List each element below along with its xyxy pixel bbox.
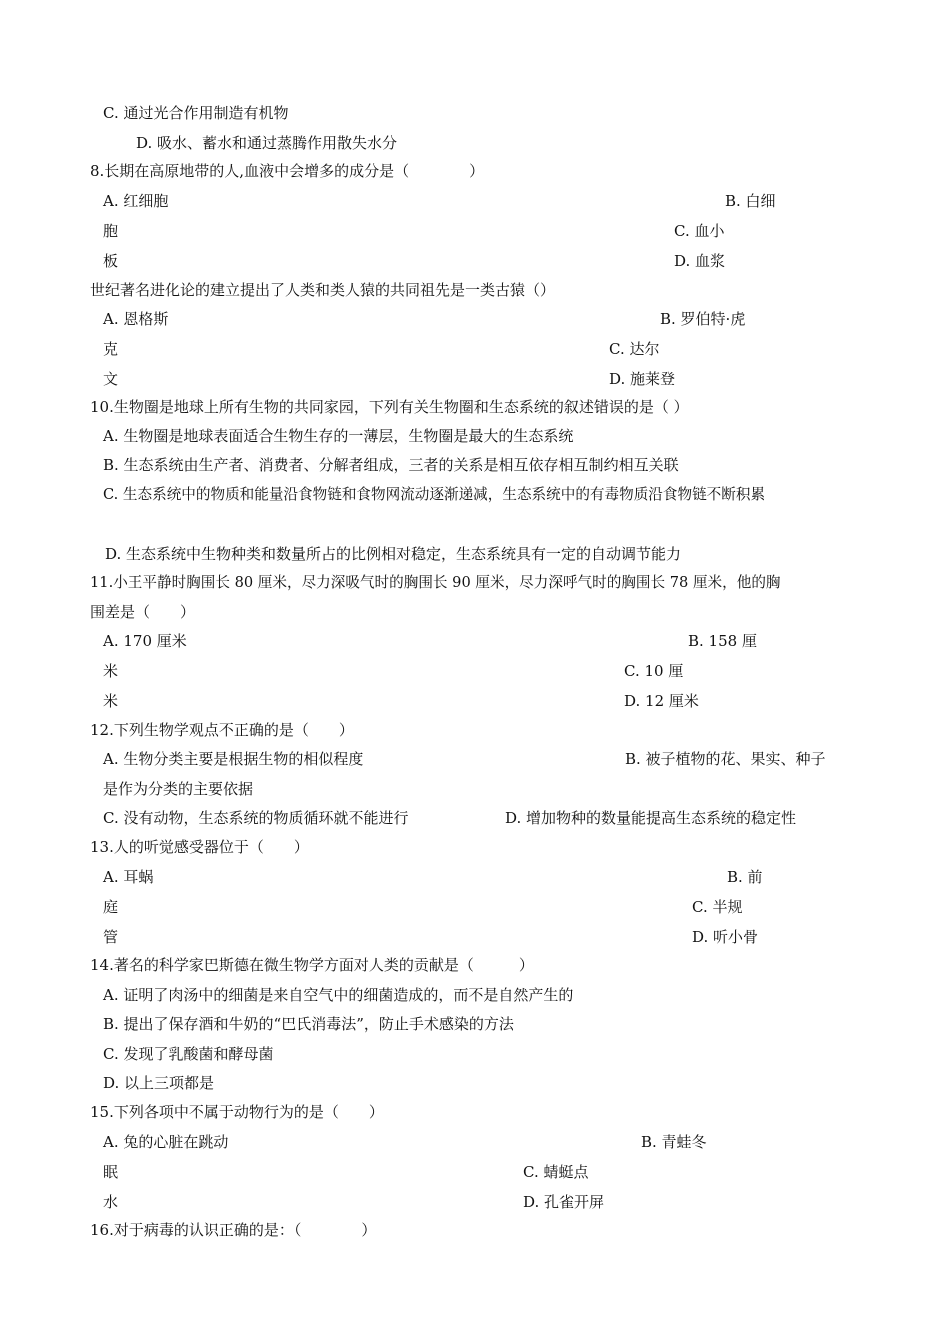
q13-option-b-continued: 庭 <box>103 898 119 916</box>
q12-option-d: D. 增加物种的数量能提高生态系统的稳定性 <box>505 809 797 827</box>
q12-option-c: C. 没有动物，生态系统的物质循环就不能进行 <box>103 809 409 827</box>
q8-option-c: C. 血小 <box>674 222 725 240</box>
q9-option-c-continued: 文 <box>103 370 119 388</box>
q10-option-b: B. 生态系统由生产者、消费者、分解者组成，三者的关系是相互依存相互制约相互关联 <box>103 456 679 474</box>
q11-option-b-continued: 米 <box>103 662 119 680</box>
q11-option-c-continued: 米 <box>103 692 119 710</box>
q10-option-c: C. 生态系统中的物质和能量沿食物链和食物网流动逐渐递减，生态系统中的有毒物质沿食物链不断积累 <box>103 486 766 503</box>
q11-option-a: A. 170 厘米 <box>103 632 187 650</box>
q11-option-c: C. 10 厘 <box>624 662 684 680</box>
q14-option-d: D. 以上三项都是 <box>103 1074 215 1092</box>
q8-option-b: B. 白细 <box>725 192 776 210</box>
q15-option-c-continued: 水 <box>103 1193 119 1211</box>
q7-option-d: D. 吸水、蓄水和通过蒸腾作用散失水分 <box>136 134 398 152</box>
q9-stem: 世纪著名进化论的建立提出了人类和类人猿的共同祖先是一类古猿（） <box>90 281 556 299</box>
q9-option-b-continued: 克 <box>103 340 119 358</box>
q16-stem: 16.对于病毒的认识正确的是：（ ） <box>90 1221 377 1239</box>
q15-option-a: A. 兔的心脏在跳动 <box>103 1133 229 1151</box>
q9-option-a: A. 恩格斯 <box>103 310 169 328</box>
q7-option-c: C. 通过光合作用制造有机物 <box>103 104 289 122</box>
q13-option-b: B. 前 <box>727 868 763 886</box>
q8-option-c-continued: 板 <box>103 252 119 270</box>
q13-option-a: A. 耳蜗 <box>103 868 154 886</box>
q13-option-c: C. 半规 <box>692 898 743 916</box>
q12-option-b: B. 被子植物的花、果实、种子 <box>625 750 826 768</box>
q11-option-b: B. 158 厘 <box>688 632 757 650</box>
q15-option-b-continued: 眠 <box>103 1163 119 1181</box>
q14-stem: 14.著名的科学家巴斯德在微生物学方面对人类的贡献是（ ） <box>90 956 534 974</box>
q9-option-c: C. 达尔 <box>609 340 660 358</box>
q11-option-d: D. 12 厘米 <box>624 692 699 710</box>
q10-option-a: A. 生物圈是地球表面适合生物生存的一薄层，生物圈是最大的生态系统 <box>103 427 574 445</box>
q13-option-d: D. 听小骨 <box>692 928 759 946</box>
q11-stem-continued: 围差是（ ） <box>90 603 196 621</box>
q9-option-b: B. 罗伯特·虎 <box>660 310 746 328</box>
q9-option-d: D. 施莱登 <box>609 370 676 388</box>
q11-stem: 11.小王平静时胸围长 80 厘米，尽力深吸气时的胸围长 90 厘米，尽力深呼气时的胸围长 78 厘米，他的胸 <box>90 574 781 591</box>
q14-option-b: B. 提出了保存酒和牛奶的“巴氏消毒法”，防止手术感染的方法 <box>103 1015 514 1033</box>
q12-option-b-continued: 是作为分类的主要依据 <box>103 780 254 798</box>
q8-stem: 8.长期在高原地带的人,血液中会增多的成分是（ ） <box>90 162 485 180</box>
q8-option-b-continued: 胞 <box>103 222 119 240</box>
q8-option-a: A. 红细胞 <box>103 192 169 210</box>
q10-option-d: D. 生态系统中生物种类和数量所占的比例相对稳定，生态系统具有一定的自动调节能力 <box>105 545 682 563</box>
q15-option-c: C. 蜻蜓点 <box>523 1163 589 1181</box>
q14-option-a: A. 证明了肉汤中的细菌是来自空气中的细菌造成的，而不是自然产生的 <box>103 986 574 1004</box>
q12-stem: 12.下列生物学观点不正确的是（ ） <box>90 721 354 739</box>
q14-option-c: C. 发现了乳酸菌和酵母菌 <box>103 1045 274 1063</box>
q15-option-d: D. 孔雀开屏 <box>523 1193 605 1211</box>
q15-stem: 15.下列各项中不属于动物行为的是（ ） <box>90 1103 384 1121</box>
q12-option-a: A. 生物分类主要是根据生物的相似程度 <box>103 750 364 768</box>
q10-stem: 10.生物圈是地球上所有生物的共同家园，下列有关生物圈和生态系统的叙述错误的是（ ） <box>90 398 689 416</box>
q13-option-c-continued: 管 <box>103 928 119 946</box>
q13-stem: 13.人的听觉感受器位于（ ） <box>90 838 309 856</box>
q15-option-b: B. 青蛙冬 <box>641 1133 707 1151</box>
q8-option-d: D. 血浆 <box>674 252 726 270</box>
